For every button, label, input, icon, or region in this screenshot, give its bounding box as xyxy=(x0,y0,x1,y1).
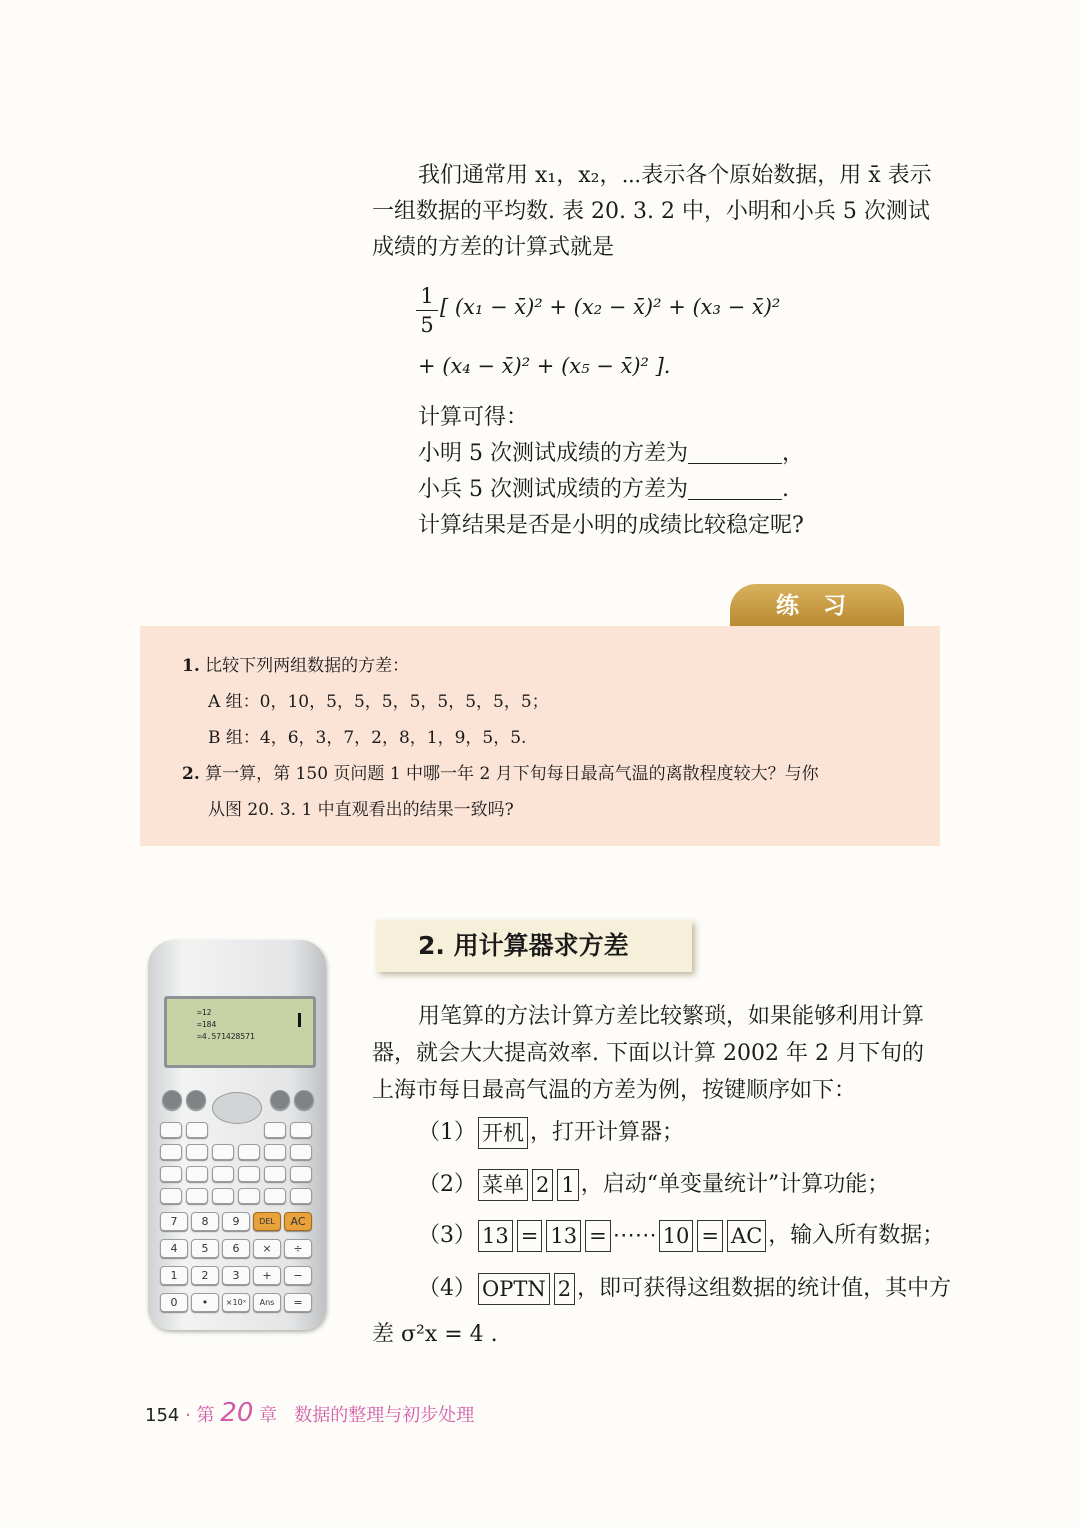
calc-key: • xyxy=(191,1293,219,1312)
display-line: =4.571428571 xyxy=(197,1032,255,1041)
punct: ， xyxy=(781,441,804,466)
chapter-suffix: 章 xyxy=(259,1405,278,1426)
punct: . xyxy=(781,477,789,502)
calc-key xyxy=(160,1188,182,1204)
calc-key: 9 xyxy=(222,1212,250,1231)
calc-key xyxy=(186,1188,208,1204)
q2-number: 2. xyxy=(182,764,200,784)
section-paragraph: 用笔算的方法计算方差比较繁琐，如果能够利用计算器，就会大大提高效率. 下面以计算 2002 年 2 月下旬的上海市每日最高气温的方差为例，按键顺序如下： xyxy=(372,1004,925,1103)
calc-key: 6 xyxy=(222,1239,250,1258)
dpad-icon xyxy=(212,1092,262,1124)
ac-key: AC xyxy=(727,1220,766,1252)
calc-key xyxy=(212,1144,234,1160)
calc-key xyxy=(212,1188,234,1204)
practice-q2-cont: 从图 20. 3. 1 中直观看出的结果一致吗? xyxy=(208,800,514,820)
calc-key: 3 xyxy=(222,1266,250,1285)
display-line: =184 xyxy=(197,1020,217,1029)
answer-blank-2[interactable] xyxy=(688,477,782,500)
intro-paragraph: 我们通常用 x₁，x₂，⋯表示各个原始数据，用 x̄ 表示一组数据的平均数. 表 20. 3. 2 中，小明和小兵 5 次测试成绩的方差的计算式就是 xyxy=(372,163,932,260)
step-text: ，输入所有数据； xyxy=(768,1223,945,1248)
section-heading: 2. 用计算器求方差 xyxy=(376,920,692,972)
calc-key xyxy=(290,1144,312,1160)
fraction-denominator: 5 xyxy=(420,313,434,337)
calc-key xyxy=(294,1090,314,1110)
cursor-icon xyxy=(298,1013,301,1027)
calc-key: = xyxy=(284,1293,312,1312)
step-number: （2） xyxy=(418,1172,476,1197)
answer-blank-1[interactable] xyxy=(688,441,782,464)
equals-key: = xyxy=(517,1220,543,1252)
calc-key: DEL xyxy=(253,1212,281,1231)
practice-q1-group-a: A 组：0，10，5，5，5，5，5，5，5，5； xyxy=(208,692,549,712)
power-on-key: 开机 xyxy=(478,1117,528,1149)
calc-key xyxy=(160,1122,182,1138)
digit-key: 13 xyxy=(546,1220,581,1252)
digit-key: 2 xyxy=(554,1273,575,1305)
step-number: （3） xyxy=(418,1223,476,1248)
calc-key xyxy=(290,1122,312,1138)
calc-key xyxy=(186,1144,208,1160)
page-number: 154 xyxy=(145,1405,180,1426)
optn-key: OPTN xyxy=(478,1273,550,1305)
calc-line-4: 计算结果是否是小明的成绩比较稳定呢? xyxy=(418,513,804,538)
digit-key: 10 xyxy=(659,1220,694,1252)
calc-key xyxy=(186,1122,208,1138)
calc-key: ÷ xyxy=(284,1239,312,1258)
equals-key: = xyxy=(585,1220,611,1252)
practice-q1-group-b: B 组：4，6，3，7，2，8，1，9，5，5. xyxy=(208,728,527,748)
calc-key: − xyxy=(284,1266,312,1285)
calculator-screen xyxy=(164,996,316,1068)
formula-line-2: + (x₄ − x̄)² + (x₅ − x̄)² ]. xyxy=(418,354,671,378)
step-number: （4） xyxy=(418,1276,476,1301)
chapter-prefix: · 第 xyxy=(185,1405,215,1426)
calc-key xyxy=(238,1144,260,1160)
calc-line-3 xyxy=(418,472,804,508)
xiaoming-variance-label: 小明 5 次测试成绩的方差为 xyxy=(418,441,688,466)
calc-key xyxy=(290,1188,312,1204)
calc-key: ×10ˣ xyxy=(222,1293,250,1312)
step-3 xyxy=(418,1219,944,1253)
calculator-display xyxy=(197,1007,255,1043)
calc-key: × xyxy=(253,1239,281,1258)
calc-key xyxy=(264,1166,286,1182)
calc-key: 8 xyxy=(191,1212,219,1231)
calc-key xyxy=(212,1166,234,1182)
calc-key: 4 xyxy=(160,1239,188,1258)
calc-line-1: 计算可得： xyxy=(418,405,529,430)
calc-line-2 xyxy=(418,436,804,472)
calc-key xyxy=(264,1144,286,1160)
calc-key: AC xyxy=(284,1212,312,1231)
display-line: =12 xyxy=(197,1008,212,1017)
step-number: （1） xyxy=(418,1120,476,1145)
calc-key xyxy=(186,1090,206,1110)
calc-key: 1 xyxy=(160,1266,188,1285)
calc-key: + xyxy=(253,1266,281,1285)
practice-q2 xyxy=(182,756,819,792)
chapter-number: 20 xyxy=(220,1398,254,1428)
calc-key xyxy=(186,1166,208,1182)
calc-key: 7 xyxy=(160,1212,188,1231)
equals-key: = xyxy=(697,1220,723,1252)
page-footer xyxy=(145,1398,474,1428)
calc-key xyxy=(160,1166,182,1182)
calc-key: 0 xyxy=(160,1293,188,1312)
calc-key: 2 xyxy=(191,1266,219,1285)
calc-key: Ans xyxy=(253,1293,281,1312)
calc-key xyxy=(238,1188,260,1204)
step-text: ，即可获得这组数据的统计值，其中方 xyxy=(577,1276,952,1301)
calc-results xyxy=(418,400,804,544)
step-2 xyxy=(418,1168,889,1202)
step-4-cont: 差 σ²x = 4 . xyxy=(372,1322,498,1347)
step-text: ，打开计算器； xyxy=(530,1120,685,1145)
calc-key xyxy=(238,1166,260,1182)
step-1 xyxy=(418,1116,684,1150)
calc-key: 5 xyxy=(191,1239,219,1258)
q2-text: 算一算，第 150 页问题 1 中哪一年 2 月下旬每日最高气温的离散程度较大？与你 xyxy=(205,764,819,784)
practice-q1 xyxy=(182,648,409,684)
fraction-numerator: 1 xyxy=(420,284,434,308)
ellipsis: ⋯⋯ xyxy=(612,1223,657,1248)
calc-key xyxy=(270,1090,290,1110)
xiaobing-variance-label: 小兵 5 次测试成绩的方差为 xyxy=(418,477,688,502)
step-text: ，启动“单变量统计”计算功能； xyxy=(580,1172,890,1197)
practice-tab: 练习 xyxy=(730,584,904,626)
digit-key: 13 xyxy=(478,1220,513,1252)
formula-fraction xyxy=(416,285,438,336)
step-4 xyxy=(418,1272,951,1306)
calc-key xyxy=(162,1090,182,1110)
calc-key xyxy=(264,1122,286,1138)
calc-key xyxy=(160,1144,182,1160)
digit-key: 1 xyxy=(557,1169,578,1201)
formula-line-1: [ (x₁ − x̄)² + (x₂ − x̄)² + (x₃ − x̄)² xyxy=(440,295,781,319)
q1-number: 1. xyxy=(182,656,200,676)
digit-key: 2 xyxy=(532,1169,553,1201)
calc-key xyxy=(290,1166,312,1182)
chapter-title: 数据的整理与初步处理 xyxy=(294,1405,475,1426)
practice-box xyxy=(140,626,940,846)
q1-text: 比较下列两组数据的方差： xyxy=(205,656,410,676)
calc-key xyxy=(264,1188,286,1204)
menu-key: 菜单 xyxy=(478,1169,528,1201)
chapter-label xyxy=(185,1398,475,1428)
